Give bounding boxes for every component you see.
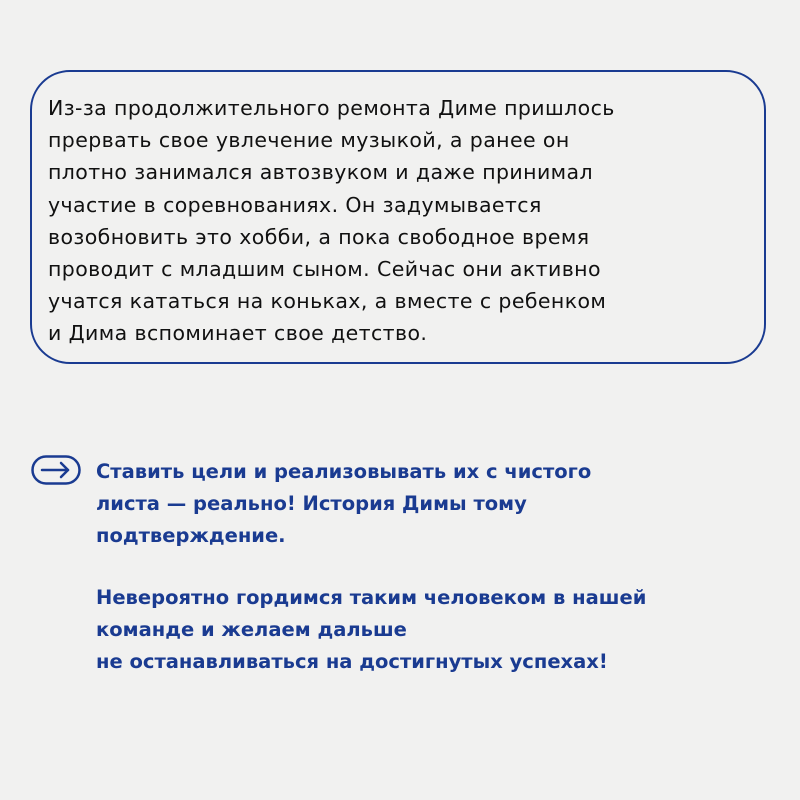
- story-line: проводит с младшим сыном. Сейчас они активно: [48, 257, 601, 282]
- story-card: [30, 70, 766, 364]
- story-line: возобновить это хобби, а пока свободное время: [48, 224, 590, 249]
- story-text: [48, 92, 748, 350]
- cta-block: [96, 456, 776, 678]
- cta-line: Ставить цели и реализовывать их с чистого: [96, 460, 592, 483]
- cta-line: не останавливаться на достигнутых успехах!: [96, 650, 608, 673]
- cta-line: команде и желаем дальше: [96, 618, 407, 641]
- story-line: плотно занимался автозвуком и даже принимал: [48, 160, 594, 185]
- story-line: Из-за продолжительного ремонта Диме пришлось: [48, 96, 615, 120]
- cta-line: подтверждение.: [96, 524, 286, 547]
- story-line: учатся кататься на коньках, а вместе с ребенком: [48, 289, 607, 314]
- cta-line: Невероятно гордимся таким человеком в нашей: [96, 586, 647, 609]
- cta-paragraph-1: [96, 456, 776, 552]
- arrow-right-icon: [31, 455, 81, 485]
- story-line: участие в соревнованиях. Он задумывается: [48, 192, 542, 217]
- story-line: прервать свое увлечение музыкой, а ранее он: [48, 128, 570, 153]
- story-line: и Дима вспоминает свое детство.: [48, 321, 428, 346]
- cta-line: листа — реально! История Димы тому: [96, 492, 527, 515]
- cta-paragraph-2: [96, 582, 776, 678]
